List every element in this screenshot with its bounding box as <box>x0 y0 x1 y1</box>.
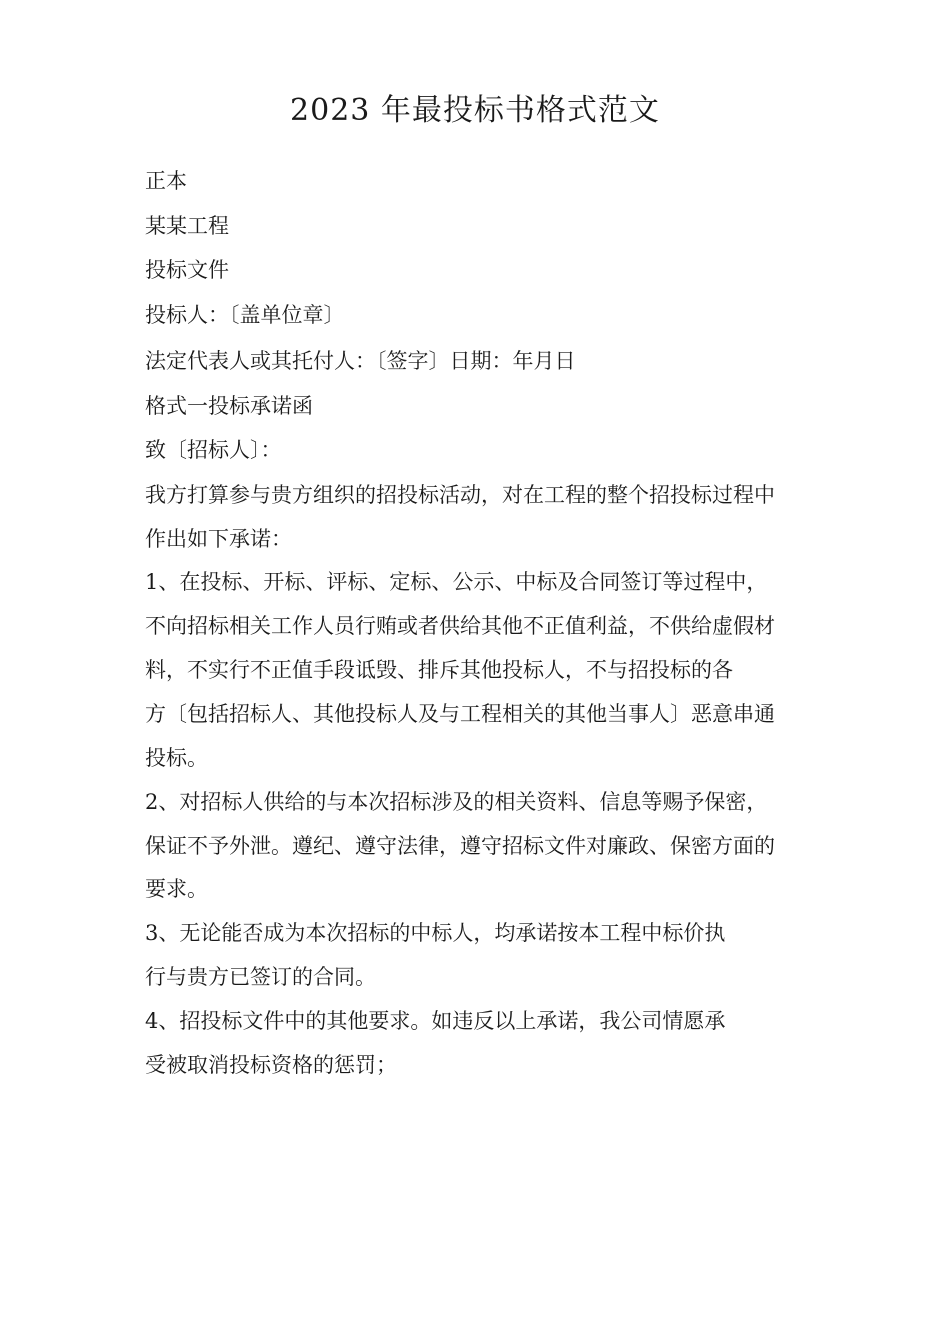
text-line-item1-2: 不向招标相关工作人员行贿或者供给其他不正值利益，不供给虚假材 <box>145 614 775 638</box>
text-line-item3-1: 3、无论能否成为本次招标的中标人，均承诺按本工程中标价执 <box>145 921 726 945</box>
text-line-item1-4: 方〔包括招标人、其他投标人及与工程相关的其他当事人〕恶意串通 <box>145 702 775 726</box>
text-line-item2-2: 保证不予外泄。遵纪、遵守法律，遵守招标文件对廉政、保密方面的 <box>145 834 775 858</box>
text-line-addressee: 致〔招标人〕： <box>145 438 282 462</box>
text-line-intro-1: 我方打算参与贵方组织的招投标活动，对在工程的整个招投标过程中 <box>145 483 775 507</box>
text-line-item2-3: 要求。 <box>145 877 208 901</box>
text-line-item1-1: 1、在投标、开标、评标、定标、公示、中标及合同签订等过程中， <box>145 570 768 594</box>
text-line-item4-1: 4、招投标文件中的其他要求。如违反以上承诺，我公司情愿承 <box>145 1009 726 1033</box>
text-line-bid-document: 投标文件 <box>145 258 229 282</box>
text-line-item1-3: 料，不实行不正值手段诋毁、排斥其他投标人，不与招投标的各 <box>145 658 733 682</box>
text-line-format-heading: 格式一投标承诺函 <box>145 394 313 418</box>
text-line-bidder: 投标人：〔盖单位章〕 <box>145 303 345 327</box>
document-title: 2023 年最投标书格式范文 <box>290 93 660 128</box>
text-line-original-copy: 正本 <box>145 169 187 193</box>
text-line-item3-2: 行与贵方已签订的合同。 <box>145 965 376 989</box>
text-line-item2-1: 2、对招标人供给的与本次招标涉及的相关资料、信息等赐予保密， <box>145 790 768 814</box>
text-line-project-name: 某某工程 <box>145 214 229 238</box>
text-line-intro-2: 作出如下承诺： <box>145 527 292 551</box>
text-line-item4-2: 受被取消投标资格的惩罚； <box>145 1053 397 1077</box>
text-line-item1-5: 投标。 <box>145 746 208 770</box>
text-line-legal-representative: 法定代表人或其托付人：〔签字〕日期：年月日 <box>145 349 576 373</box>
